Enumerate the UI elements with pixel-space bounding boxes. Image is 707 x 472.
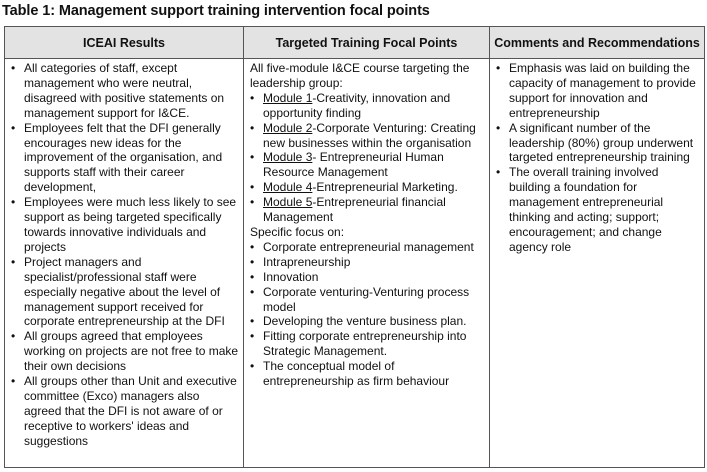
list-item: • Employees were much less likely to see support as being targeted specifically towards innovative individuals and projects — [8, 195, 240, 255]
list-item: • Innovation — [247, 270, 486, 285]
module-name: Module 4 — [263, 180, 313, 195]
list-item: • Corporate venturing-Venturing process model — [247, 285, 486, 315]
module-item — [247, 91, 486, 121]
focal-points-table — [4, 26, 705, 468]
comments-list — [493, 61, 701, 255]
module-desc: -Creativity, innovation and opportunity finding — [263, 90, 451, 120]
list-item: • Corporate entrepreneurial management — [247, 240, 486, 255]
list-item: • All groups agreed that employees working on projects are not free to make their own decisions — [8, 329, 240, 374]
list-item: • Emphasis was laid on building the capacity of management to provide support for innovation and entrepreneurship — [493, 61, 701, 121]
module-item — [247, 195, 486, 225]
table-row — [5, 59, 705, 468]
list-item: • Project managers and specialist/professional staff were especially negative about the level of management support received for corporate entrepreneurship at the DFI — [8, 255, 240, 330]
comments-cell — [490, 59, 705, 468]
module-name: Module 5 — [263, 195, 313, 210]
header-iceai-results: ICEAI Results — [5, 27, 244, 59]
training-focal-points-cell — [244, 59, 490, 468]
list-item: • All groups other than Unit and executive committee (Exco) managers also agreed that the DFI is not aware of or receptive to workers' ideas and suggestions — [8, 374, 240, 449]
module-name: Module 3 — [263, 150, 313, 165]
list-item: • The conceptual model of entrepreneurship as firm behaviour — [247, 359, 486, 389]
module-name: Module 1 — [263, 90, 313, 105]
specific-focus-label: Specific focus on: — [250, 224, 345, 239]
list-item: • Developing the venture business plan. — [247, 314, 486, 329]
focus-list — [247, 240, 486, 389]
module-desc: -Corporate Venturing: Creating new businesses within the organisation — [263, 120, 476, 150]
module-item — [247, 121, 486, 151]
module-desc: - Entrepreneurial Human Resource Management — [263, 150, 444, 180]
iceai-results-list — [8, 61, 240, 449]
iceai-results-cell — [5, 59, 244, 468]
header-targeted-training: Targeted Training Focal Points — [244, 27, 490, 59]
list-item: • The overall training involved building a foundation for management entrepreneurial thinking and acting; support; encouragement; and change agency role — [493, 165, 701, 254]
module-item — [247, 180, 486, 195]
module-list — [247, 91, 486, 225]
list-item: • All categories of staff, except management who were neutral, disagreed with positive statements on management support for I&CE. — [8, 61, 240, 121]
module-name: Module 2 — [263, 120, 313, 135]
module-desc: -Entrepreneurial Marketing. — [312, 180, 458, 195]
module-item — [247, 150, 486, 180]
header-row — [5, 27, 705, 59]
list-item: • A significant number of the leadership (80%) group underwent targeted entrepreneurship training — [493, 121, 701, 166]
header-comments: Comments and Recommendations — [490, 27, 705, 59]
course-intro: All five-module I&CE course targeting the leadership group: — [250, 61, 470, 90]
list-item: • Employees felt that the DFI generally encourages new ideas for the improvement of the organisation, and supports staff with their career development, — [8, 121, 240, 196]
list-item: • Fitting corporate entrepreneurship into Strategic Management. — [247, 329, 486, 359]
list-item: • Intrapreneurship — [247, 255, 486, 270]
module-desc: -Entrepreneurial financial Management — [263, 195, 446, 225]
table-caption: Table 1: Management support training intervention focal points — [2, 3, 430, 19]
